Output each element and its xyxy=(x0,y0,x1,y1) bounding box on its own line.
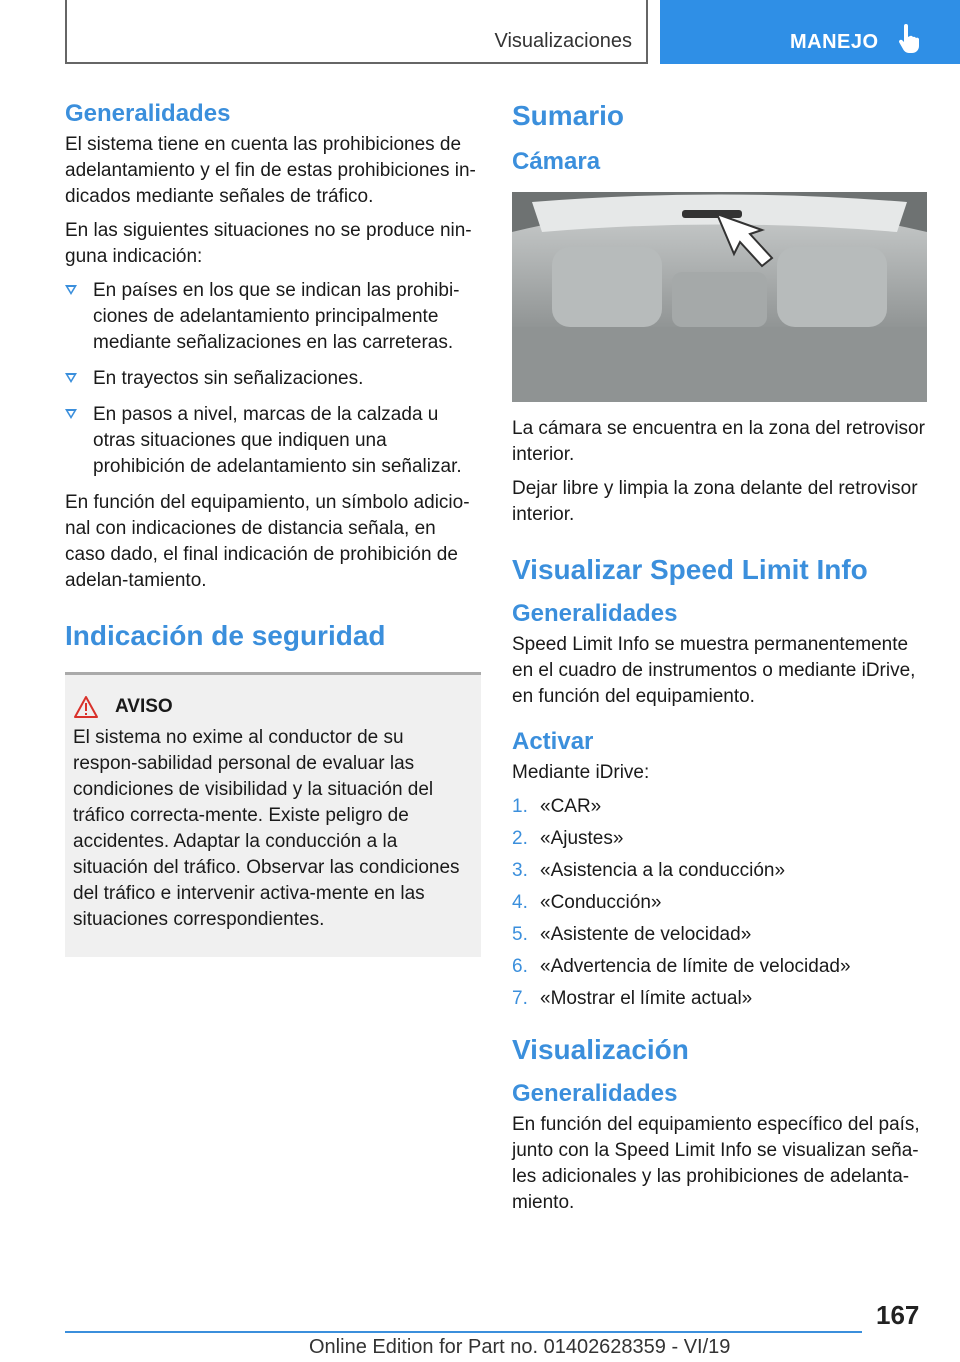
paragraph: La cámara se encuentra en la zona del retrovisor interior. xyxy=(512,418,925,465)
step-item xyxy=(512,794,927,820)
heading-general: Generalidades xyxy=(512,600,678,627)
step-item xyxy=(512,858,927,884)
paragraph: Speed Limit Info se muestra permanentemente en el cuadro de instrumentos o mediante iDrive, en función del equipamiento. xyxy=(512,634,916,707)
header-section-box xyxy=(65,0,648,64)
heading-security: Indicación de seguridad xyxy=(65,620,386,651)
heading-show-speed-limit: Visualizar Speed Limit Info xyxy=(512,554,868,585)
heading-general: Generalidades xyxy=(512,1080,678,1107)
step-text: «CAR» xyxy=(540,796,602,817)
list-item-text: En pasos a nivel, marcas de la calzada u otras situaciones que indiquen una prohibición de adelantamiento sin señalizar. xyxy=(93,404,462,477)
chapter-title: MANEJO xyxy=(790,31,879,53)
paragraph: Mediante iDrive: xyxy=(512,762,650,783)
right-column xyxy=(512,100,927,1216)
list-item xyxy=(65,366,481,392)
step-number: 4. xyxy=(512,892,528,913)
bullet-list xyxy=(65,278,481,480)
step-number: 7. xyxy=(512,988,528,1009)
warning-box xyxy=(65,672,481,957)
step-number: 3. xyxy=(512,860,528,881)
step-text: «Asistencia a la conducción» xyxy=(540,860,786,881)
step-text: «Conducción» xyxy=(540,892,662,913)
heading-activate: Activar xyxy=(512,728,594,755)
section-title: Visualizaciones xyxy=(494,30,632,52)
triangle-bullet-icon xyxy=(65,373,77,383)
triangle-bullet-icon xyxy=(65,285,77,295)
chapter-tab xyxy=(660,0,960,64)
heading-camera: Cámara xyxy=(512,148,601,175)
footer-edition: Online Edition for Part no. 01402628359 - VI/19 xyxy=(309,1336,731,1358)
paragraph: En función del equipamiento específico del país, junto con la Speed Limit Info se visualizan seña-les adicionales y las prohibiciones de adelanta-miento. xyxy=(512,1114,920,1213)
heading-summary: Sumario xyxy=(512,100,625,131)
step-number: 2. xyxy=(512,828,528,849)
step-number: 5. xyxy=(512,924,528,945)
list-item-text: En países en los que se indican las prohibi-ciones de adelantamiento principalmente mediante señalizaciones en las carreteras. xyxy=(93,280,460,353)
step-item xyxy=(512,986,927,1012)
step-number: 1. xyxy=(512,796,528,817)
step-number: 6. xyxy=(512,956,528,977)
steps-list xyxy=(512,794,927,1012)
step-text: «Asistente de velocidad» xyxy=(540,924,752,945)
step-text: «Mostrar el límite actual» xyxy=(540,988,753,1009)
paragraph: En las siguientes situaciones no se produce nin-guna indicación: xyxy=(65,220,472,267)
step-text: «Ajustes» xyxy=(540,828,624,849)
hand-pointer-icon xyxy=(896,24,924,54)
step-item xyxy=(512,922,927,948)
page-number: 167 xyxy=(876,1300,920,1330)
list-item xyxy=(65,278,481,356)
list-item xyxy=(65,402,481,480)
paragraph: Dejar libre y limpia la zona delante del retrovisor interior. xyxy=(512,478,918,525)
warning-title: AVISO xyxy=(115,696,173,717)
paragraph: En función del equipamiento, un símbolo adicio-nal con indicaciones de distancia señala, en caso dado, el final indicación de prohibición de adelan-tamiento. xyxy=(65,492,470,591)
step-item xyxy=(512,954,927,980)
heading-general: Generalidades xyxy=(65,100,231,127)
camera-location-photo xyxy=(512,192,927,402)
heading-display: Visualización xyxy=(512,1034,689,1065)
step-item xyxy=(512,890,927,916)
list-item-text: En trayectos sin señalizaciones. xyxy=(93,368,364,389)
step-text: «Advertencia de límite de velocidad» xyxy=(540,956,851,977)
warning-triangle-icon xyxy=(73,695,99,719)
footer-divider xyxy=(65,1331,862,1333)
warning-text: El sistema no exime al conductor de su respon-sabilidad personal de evaluar las condiciones de visibilidad y la situación del tráfico correcta-mente. Existe peligro de accidentes. Adaptar la conducción a la situación del tráfico. Observar las condiciones del tráfico e intervenir activa-mente en las situaciones correspondientes. xyxy=(73,727,460,930)
step-item xyxy=(512,826,927,852)
paragraph: El sistema tiene en cuenta las prohibiciones de adelantamiento y el fin de estas prohibiciones in-dicados mediante señales de tráfico. xyxy=(65,134,476,207)
left-column xyxy=(65,100,481,957)
triangle-bullet-icon xyxy=(65,409,77,419)
